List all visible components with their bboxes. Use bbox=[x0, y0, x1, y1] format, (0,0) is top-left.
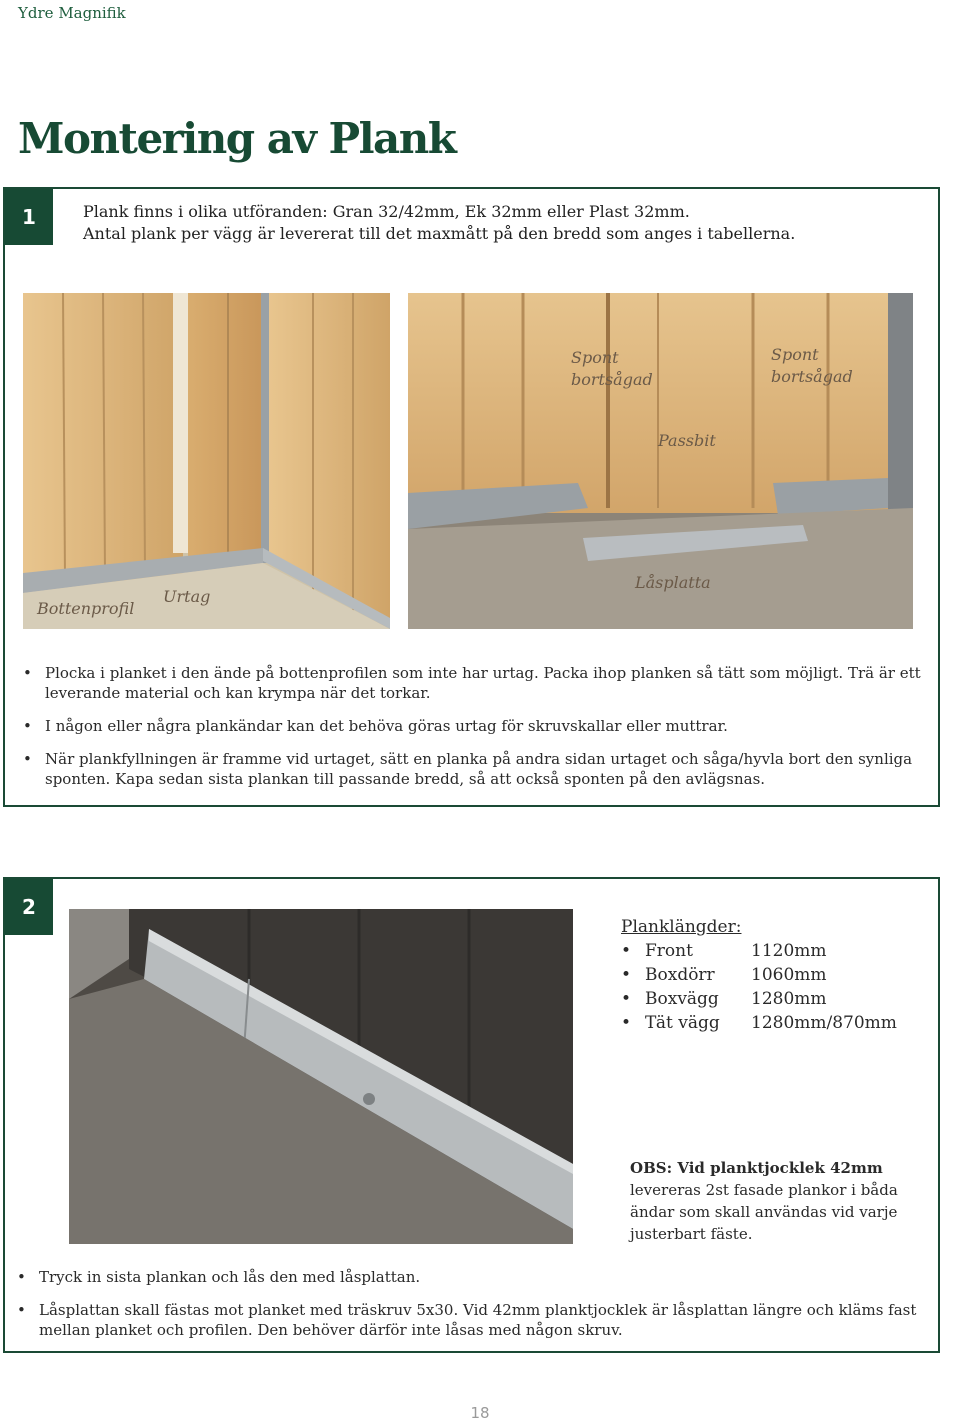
label-spont-2: Spont bortsågad bbox=[771, 345, 853, 386]
list-item: • Plocka i planket i den ände på bottenprofilen som inte har urtag. Packa ihop planken så tätt som möjligt. Trä är ett leverande material och kan krympa när det torkar. bbox=[23, 663, 928, 703]
list-item: • Låsplattan skall fästas mot planket med träskruv 5x30. Vid 42mm planktjocklek är låsplattan längre och kläms fast mellan planket och profilen. Den behöver därför inte låsas med någon skruv. bbox=[17, 1300, 917, 1340]
list-item: • Tät vägg 1280mm/870mm bbox=[621, 1011, 897, 1035]
photo-wall-corner-image bbox=[23, 293, 390, 629]
photo-wall-corner bbox=[23, 293, 390, 629]
photo-bottom-profile bbox=[69, 909, 573, 1244]
label-urtag: Urtag bbox=[163, 587, 211, 606]
obs-note-text: levereras 2st fasade plankor i båda ändar som skall användas vid varje justerbart fäste. bbox=[630, 1181, 898, 1243]
label-bottenprofil: Bottenprofil bbox=[37, 599, 135, 618]
intro-line-1: Plank finns i olika utföranden: Gran 32/42mm, Ek 32mm eller Plast 32mm. bbox=[83, 202, 690, 221]
section-2-bullets bbox=[17, 1267, 917, 1353]
list-item: • När plankfyllningen är framme vid urtaget, sätt en planka på andra sidan urtaget och såga/hyvla bort den synliga sponten. Kapa sedan sista plankan till passande bredd, så att också sponten på den avlägsnas. bbox=[23, 749, 928, 789]
plank-lengths-heading: Planklängder: bbox=[621, 917, 742, 937]
list-item: • Boxvägg 1280mm bbox=[621, 987, 897, 1011]
page-number: 18 bbox=[470, 1404, 490, 1422]
section-2 bbox=[3, 877, 940, 1353]
list-item: • Front 1120mm bbox=[621, 939, 897, 963]
photo-passbit bbox=[408, 293, 913, 629]
label-spont-1: Spont bortsågad bbox=[571, 348, 653, 389]
list-item: • Tryck in sista plankan och lås den med låsplattan. bbox=[17, 1267, 917, 1287]
step-number-2: 2 bbox=[5, 879, 53, 935]
obs-note-heading: OBS: Vid planktjocklek 42mm bbox=[630, 1159, 883, 1177]
step-number-1: 1 bbox=[5, 189, 53, 245]
page-title: Montering av Plank bbox=[18, 114, 456, 163]
section-1 bbox=[3, 187, 940, 807]
obs-note bbox=[630, 1157, 920, 1245]
list-item: • I någon eller några plankändar kan det behöva göras urtag för skruvskallar eller muttrar. bbox=[23, 716, 928, 736]
photo-bottom-profile-image bbox=[69, 909, 573, 1244]
list-item: • Boxdörr 1060mm bbox=[621, 963, 897, 987]
intro-line-2: Antal plank per vägg är levererat till det maxmått på den bredd som anges i tabellerna. bbox=[83, 224, 796, 243]
label-lasplatta: Låsplatta bbox=[635, 573, 711, 592]
plank-lengths bbox=[621, 915, 897, 1035]
section-1-bullets bbox=[23, 663, 928, 802]
label-passbit: Passbit bbox=[658, 431, 716, 450]
brand-name: Ydre Magnifik bbox=[18, 4, 126, 22]
section-1-intro bbox=[83, 201, 795, 245]
